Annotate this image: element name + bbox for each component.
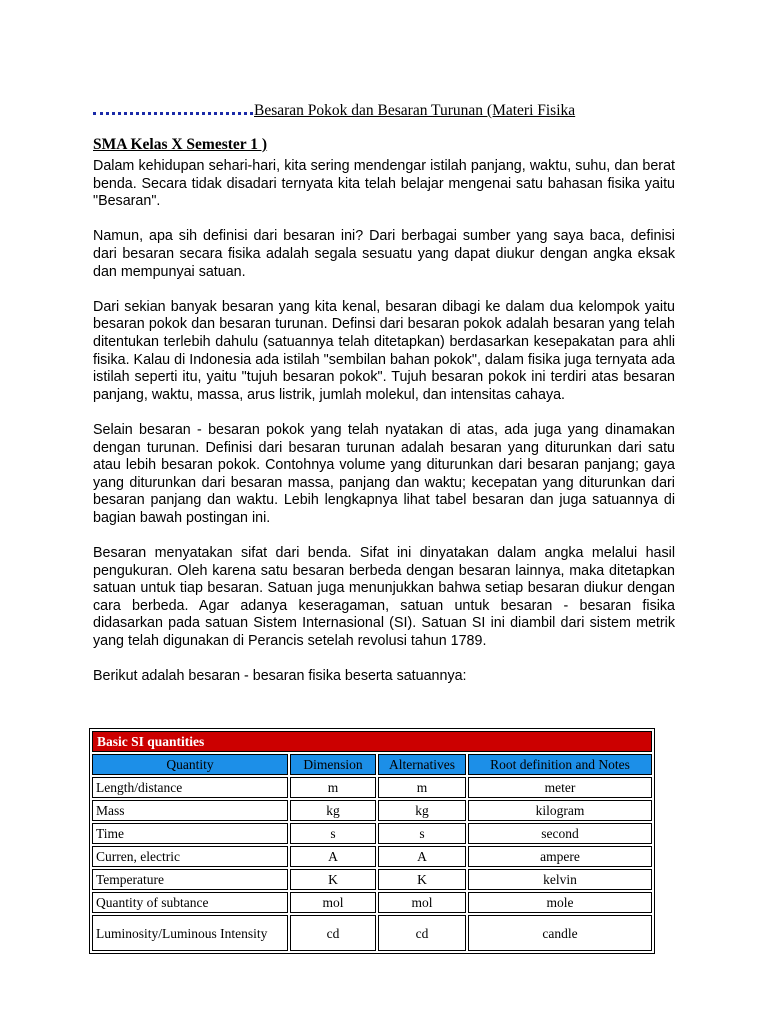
table-cell: A [290, 846, 376, 867]
table-cell: K [378, 869, 466, 890]
title-line-2: SMA Kelas X Semester 1 ) [93, 136, 268, 153]
paragraph: Dari sekian banyak besaran yang kita kenal, besaran dibagi ke dalam dua kelompok yaitu besaran pokok dan besaran turunan. Definsi dari besaran pokok adalah besaran yang telah ditentukan terlebih dahulu (satuannya telah ditetapkan) berdasarkan kesepakatan para ahli fisika. Kalau di Indonesia ada istilah "sembilan bahan pokok", dalam fisika juga ternyata ada istilah seperti itu, yaitu "tujuh besaran pokok". Tujuh besaran pokok ini terdiri atas besaran panjang, waktu, massa, arus listrik, jumlah molekul, dan intensitas cahaya. [93, 298, 675, 403]
table-cell: candle [468, 915, 652, 951]
table-cell: m [378, 777, 466, 798]
column-header: Quantity [92, 754, 288, 775]
table-row [92, 869, 652, 890]
table-row [92, 777, 652, 798]
table-cell: s [290, 823, 376, 844]
article-body [93, 158, 675, 686]
table-cell: Luminosity/Luminous Intensity [92, 915, 288, 951]
table-cell: second [468, 823, 652, 844]
si-quantities-table [89, 728, 655, 954]
table-cell: Quantity of subtance [92, 892, 288, 913]
table-row [92, 915, 652, 951]
document-heading [93, 98, 683, 158]
table-cell: ampere [468, 846, 652, 867]
table-cell: Temperature [92, 869, 288, 890]
table-cell: mole [468, 892, 652, 913]
table-cell: kelvin [468, 869, 652, 890]
table-cell: m [290, 777, 376, 798]
title-line-1: Besaran Pokok dan Besaran Turunan (Materi Fisika [254, 102, 576, 119]
dotted-link-marker[interactable] [93, 106, 253, 115]
table-cell: kilogram [468, 800, 652, 821]
column-header: Root definition and Notes [468, 754, 652, 775]
column-header: Dimension [290, 754, 376, 775]
table-cell: mol [378, 892, 466, 913]
column-header: Alternatives [378, 754, 466, 775]
table-row [92, 800, 652, 821]
table-cell: Curren, electric [92, 846, 288, 867]
table-row [92, 846, 652, 867]
paragraph: Selain besaran - besaran pokok yang telah nyatakan di atas, ada juga yang dinamakan dengan turunan. Definisi dari besaran turunan adalah besaran yang diturunkan dari satu atau lebih besaran pokok. Contohnya volume yang diturunkan dari besaran panjang; gaya yang diturunkan dari besaran massa, panjang dan waktu; kecepatan yang diturunkan dari besaran panjang dan waktu. Lebih lengkapnya lihat tabel besaran dan juga satuannya di bagian bawah postingan ini. [93, 421, 675, 526]
table-cell: cd [290, 915, 376, 951]
table-cell: mol [290, 892, 376, 913]
table-cell: cd [378, 915, 466, 951]
table-cell: s [378, 823, 466, 844]
paragraph: Dalam kehidupan sehari-hari, kita sering mendengar istilah panjang, waktu, suhu, dan berat benda. Secara tidak disadari ternyata kita telah belajar mengenai satu bahasan fisika yaitu "Besaran". [93, 158, 675, 210]
table-cell: Time [92, 823, 288, 844]
table-row [92, 892, 652, 913]
table-cell: meter [468, 777, 652, 798]
table-cell: kg [378, 800, 466, 821]
table-intro: Berikut adalah besaran - besaran fisika beserta satuannya: [93, 668, 467, 685]
table-cell: A [378, 846, 466, 867]
table-header-row [92, 754, 652, 775]
table-cell: Length/distance [92, 777, 288, 798]
table-cell: K [290, 869, 376, 890]
paragraph: Namun, apa sih definisi dari besaran ini? Dari berbagai sumber yang saya baca, definisi dari besaran secara fisika adalah segala sesuatu yang dapat diukur dengan angka eksak dan mempunyai satuan. [93, 228, 675, 280]
paragraph: Besaran menyatakan sifat dari benda. Sifat ini dinyatakan dalam angka melalui hasil pengukuran. Oleh karena satu besaran berbeda dengan besaran lainnya, maka ditetapkan satuan untuk tiap besaran. Satuan juga menunjukkan bahwa setiap besaran diukur dengan cara berbeda. Agar adanya keseragaman, satuan untuk besaran - besaran fisika didasarkan pada satuan Sistem Internasional (SI). Satuan SI ini diambil dari sistem metrik yang telah digunakan di Perancis setelah revolusi tahun 1789. [93, 545, 675, 650]
table-cell: kg [290, 800, 376, 821]
table-cell: Mass [92, 800, 288, 821]
table-row [92, 823, 652, 844]
table-title: Basic SI quantities [92, 731, 652, 752]
